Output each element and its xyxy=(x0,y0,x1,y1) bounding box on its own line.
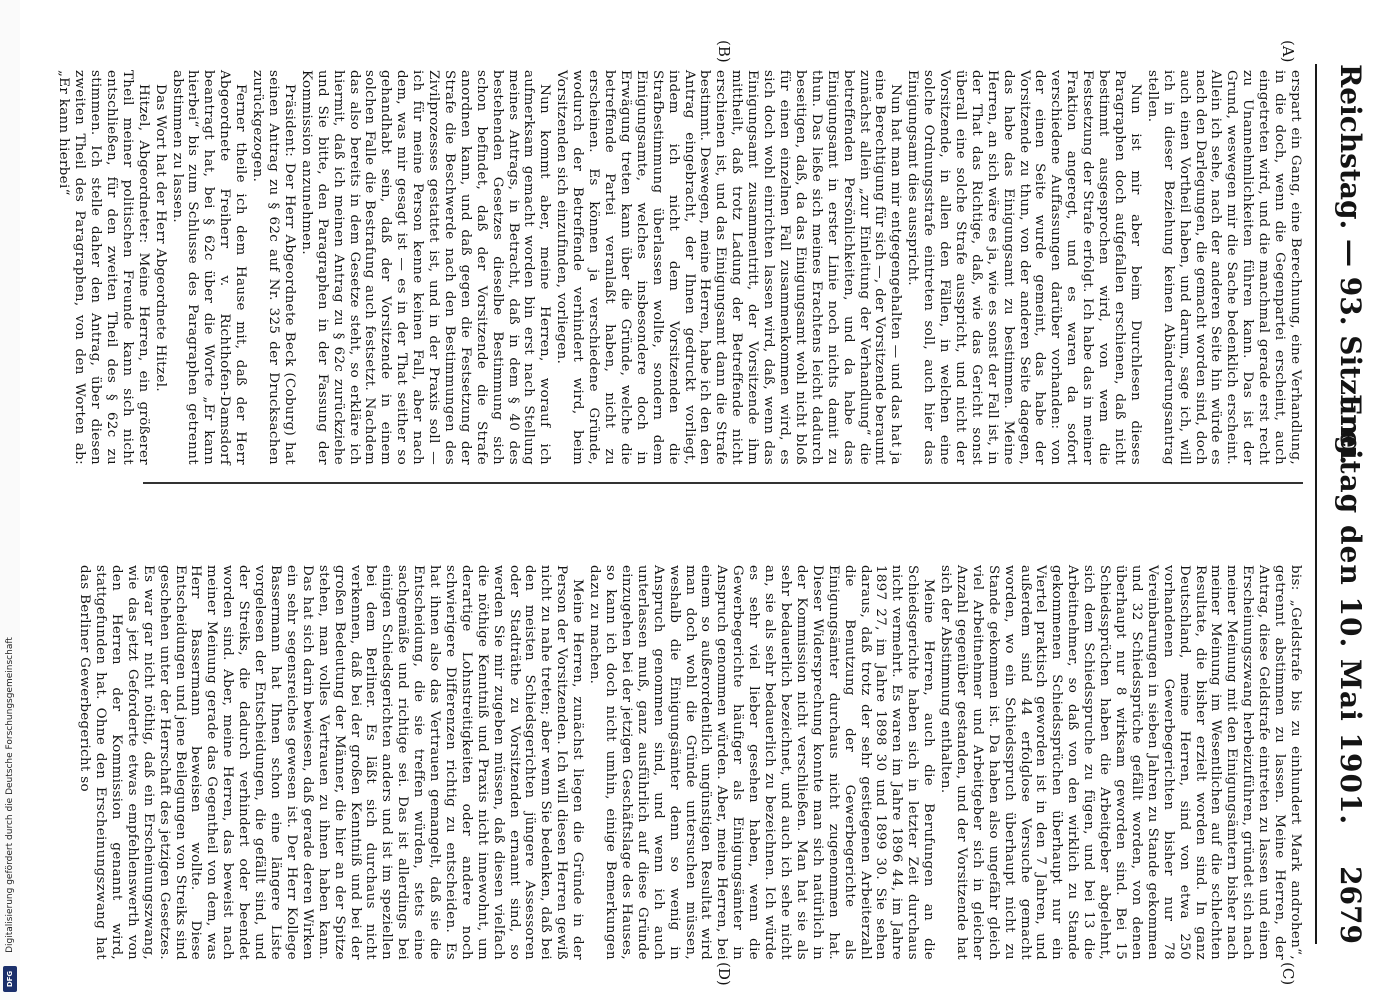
paragraph: Das Wort hat der Herr Abgeordnete Hitzel. xyxy=(152,84,168,392)
scanned-page xyxy=(56,0,1383,1000)
side-strip xyxy=(0,0,20,1000)
page-number: 2679 xyxy=(1334,866,1367,944)
margin-marker-a: (A) xyxy=(1279,40,1297,63)
digitization-notice-text: Digitalisierung gefördert durch die Deutsche Forschungsgemeinschaft xyxy=(5,637,15,953)
dfg-logo xyxy=(3,966,17,992)
right-column xyxy=(77,565,1303,960)
paragraph: Nun ist mir aber beim Durchlesen dieses Paragraphen doch aufgefallen erschienen, daß nicht bestimmt ausgesprochen wird, von wem die Festsetzung der Strafe erfolgt. Ich habe das in meiner Fraktion angeregt, und es waren da sofort verschiedene Auffassungen darüber vorhanden: von der einen Seite wurde gemeint, das habe der Vorsitzende zu thun, von der anderen Seite dagegen, das habe das Einigungsamt zu bestimmen. Meine Herren, an sich wäre es ja, wie es sonst der Fall ist, in der That das Richtige, daß, wie das Gericht sonst überall eine solche Strafe ausspricht, und nicht der Vorsitzende, in allen den Fällen, in welchen eine solche Ordnungsstrafe eintreten soll, auch hier das Einigungsamt dies ausspricht. xyxy=(905,70,1143,465)
paragraph: bis: „Geldstrafe bis zu einhundert Mark androhen“, getrennt abstimmen zu lassen. Meine Herren, der Antrag, diese Geldstrafe eintreten zu lassen und einen Erscheinungszwang herbeizuführen, gründet sich nach meiner Meinung mit den Einigungsämtern bisher nach meiner Meinung im Wesentlichen auf die schlechten Resultate, die bisher erzielt worden sind. In ganz Deutschland, meine Herren, sind von etwa 250 vorhandenen Gewerbegerichten bisher nur 78 Vereinbarungen in sieben Jahren zu Stande gekommen und 32 Schiedssprüche gefällt worden, von denen überhaupt nur 8 wirksam geworden sind. Bei 15 Schiedssprüchen haben die Arbeitgeber abgelehnt, sich dem Schiedsspruche zu fügen, und bei 13 die Arbeitnehmer, so daß von den wirklich zu Stande gekommenen Schiedssprüchen überhaupt nur ein Viertel praktisch geworden ist in den 7 Jahren, und außerdem sind 44 erfolglose Versuche gemacht worden, wo ein Schiedsspruch überhaupt nicht zu Stande gekommen ist. Da haben also ungefähr gleich viel Arbeitnehmer und Arbeitgeber sich in gleicher Anzahl gegenüber gestanden, und der Vorsitzende hat sich der Abstimmung enthalten. xyxy=(938,565,1303,960)
paragraph: Meine Herren, auch die Berufungen an die Schiedsgerichte haben sich in letzter Zeit durchaus nicht vermehrt. Es waren im Jahre 1896 44, im Jahre 1897 27, im Jahre 1898 30 und 1899 30. Sie sehen daraus, daß trotz der sehr gestiegenen Arbeiterzahl die Benutzung der Gewerbegerichte als Einigungsämter durchaus nicht zugenommen hat. Dieser Widersprechung konnte man sich natürlich in der Kommission nicht verschließen. Man hat sie als sehr bedauerlich bezeichnet, und auch ich sehe nicht an, sie als sehr bedauerlich zu bezeichnen. Ich würde es sehr viel lieber gesehen haben, wenn die Gewerbegerichte häufiger als Einigungsämter in Anspruch genommen würden. Aber, meine Herren, bei einem so außerordentlich ungünstigen Resultat wird man doch wohl die Gründe untersuchen müssen, weshalb die Einigungsämter denn so wenig in Anspruch genommen sind, und wenn ich auch unterlassen muß, ganz ausführlich auf diese Gründe einzugehen bei der jetzigen Geschäftslage des Hauses, so kann ich doch nicht umhin, einige Bemerkungen dazu zu machen. xyxy=(587,565,937,960)
digitization-notice xyxy=(1,600,19,990)
president-statement: Präsident: Der Herr Abgeordnete Beck (Coburg) hat seinen Antrag zu § 62c auf Nr. 325 der Drucksachen zurückgezogen. xyxy=(250,70,297,465)
paragraph: Ferner theile ich dem Hause mit, daß der Herr Abgeordnete Freiherr v. Richthofen-Damsdorf beantragt hat, bei § 62c über die Worte „Er kann hierbei“ bis zum Schlusse des Paragraphen getrennt abstimmen zu lassen. xyxy=(169,70,249,465)
speaker-statement: Hitzel, Abgeordneter: Meine Herren, ein größerer Theil meiner politischen Freunde kann sich nicht entschließen, für den zweiten Theil des § 62c zu stimmen. Ich stelle daher den Antrag, über diesen zweiten Theil des Paragraphen, von den Worten ab: „Er kann hierbei“ xyxy=(56,70,151,465)
paragraph: Nun hat man mir entgegengehalten — und das hat ja eine Berechtigung für sich —, der Vorsitzende beraumt zunächst allein „zur Einleitung der Verhandlung“ die betreffenden Persönlichkeiten, und da habe das Einigungsamt in erster Linie noch nichts damit zu thun. Das ließe sich meines Erachtens leicht dadurch beseitigen, daß, da das Einigungsamt wohl nicht bloß für einen einzelnen Fall zusammenkommen wird, es sich doch wohl einrichten lassen wird, daß, wenn das Einigungsamt zusammentritt, der Vorsitzende ihm mittheilt, daß trotz Ladung der Betreffende nicht erschienen ist, und das Einigungsamt dann die Strafe bestimmt. Deswegen, meine Herren, habe ich den den Antrag eingebracht, der Ihnen gedruckt vorliegt, indem ich nicht dem Vorsitzenden die Strafbestimmung überlassen wollte, sondern dem Einigungsamte, welches insbesondere doch in Erwägung treten kann über die Gründe, welche die betreffende Partei veranlaßt haben, nicht zu erscheinen. Es können ja verschiedene Gründe, wodurch der Betreffende verhindert wird, beim Vorsitzenden sich einzufinden, vorliegen. xyxy=(554,70,904,465)
left-column xyxy=(56,70,1303,465)
dfg-logo-text: DFG xyxy=(6,970,14,988)
running-title: Reichstag. — 93. Sitzung. xyxy=(1334,64,1367,465)
margin-marker-c: (C) xyxy=(1279,962,1297,986)
session-date: Freitag den 10. Mai 1901. xyxy=(1334,394,1367,826)
page-header xyxy=(1315,64,1373,944)
margin-marker-d: (D) xyxy=(715,962,733,986)
margin-marker-b: (B) xyxy=(715,40,733,63)
paragraph: erspart ein Gang, eine Berechnung, eine Verhandlung, in die doch, wenn die Gegenpartei erscheint, auch eingetreten wird, und die manchmal gerade erst recht zu Unannehmlichkeiten führen kann. Das ist der Grund, weswegen mir die Sache bedenklich erscheint. Allein ich sehe, nach der anderen Seite hin würde es nach den Darlegungen, die gemacht worden sind, doch auch einen Vortheil haben, und darum, sage ich, will ich in dieser Beziehung keinen Abänderungsantrag stellen. xyxy=(1144,70,1303,465)
paragraph: Meine Herren, zunächst liegen die Gründe in der Person der Vorsitzenden. Ich will diesen Herren gewiß nicht zu nahe treten; aber wenn Sie bedenken, daß bei den meisten Schiedsgerichten jüngere Assessoren oder Stadträthe zu Vorsitzenden ernannt sind, so werden Sie mir zugeben müssen, daß diesen vielfach die nöthige Kenntniß und Praxis nicht innewohnt, um derartige Lohnstreitigkeiten oder andere noch schwierigere Differenzen richtig zu entscheiden. Es hat ihnen also das Vertrauen gemangelt, daß sie die Entscheidung, die sie treffen würden, stets eine sachgemäße und richtige sei. Das ist allerdings bei einigen Schiedsgerichten anders und ist im speziellen bei dem Berliner. Es läßt sich durchaus nicht verkennen, daß bei der großen Kenntniß und bei der großen Bedeutung der Männer, die hier an der Spitze stehen, man volles Vertrauen zu ihnen haben kann. Das hat sich darin bewiesen, daß gerade deren Wirken ein sehr segensreiches gewesen ist. Der Herr Kollege Bassermann hat Ihnen schon eine längere Liste vorgelesen der Entscheidungen, die gefällt sind, und der Streiks, die dadurch verhindert oder beendet worden sind. Aber, meine Herren, das beweist nach meiner Meinung gerade das Gegentheil von dem, was Herr Bassermann beweisen wollte. Diese Entscheidungen und jene Beilegungen von Streiks sind geschehen unter der Herrschaft des jetzigen Gesetzes. Es war gar nicht nöthig, daß ein Erscheinungszwang, wie das jetzt Geforderte etwas empfehlenswerth von den Herren der Kommission genannt wird, stattgefunden hat. Ohne den Erscheinungszwang hat das Berliner Gewerbegericht so xyxy=(77,565,586,960)
paragraph: Nun kommt aber, meine Herren, worauf ich aufmerksam gemacht worden bin erst nach Stellung meines Antrags, in Betracht, daß in dem § 40 des bestehenden Gesetzes dieselbe Bestimmung sich schon befindet, daß der Vorsitzende die Strafe anordnen kann, und daß gegen die Festsetzung der Strafe die Beschwerde nach den Bestimmungen des Zivilprozesses gestattet ist, und in der Praxis soll — ich für meine Person kenne keinen Fall, aber nach dem, was mir gesagt ist — es in der That seither so gehandhabt sein, daß der Vorsitzende in einem solchen Falle die Bestrafung auch festsetzt. Nachdem das also bereits in dem Gesetze steht, so erkläre ich hiermit, daß ich meinen Antrag zu § 62c zurückziehe und Sie bitte, den Paragraphen in der Fassung der Kommission anzunehmen. xyxy=(298,70,553,465)
column-divider xyxy=(143,482,1303,484)
